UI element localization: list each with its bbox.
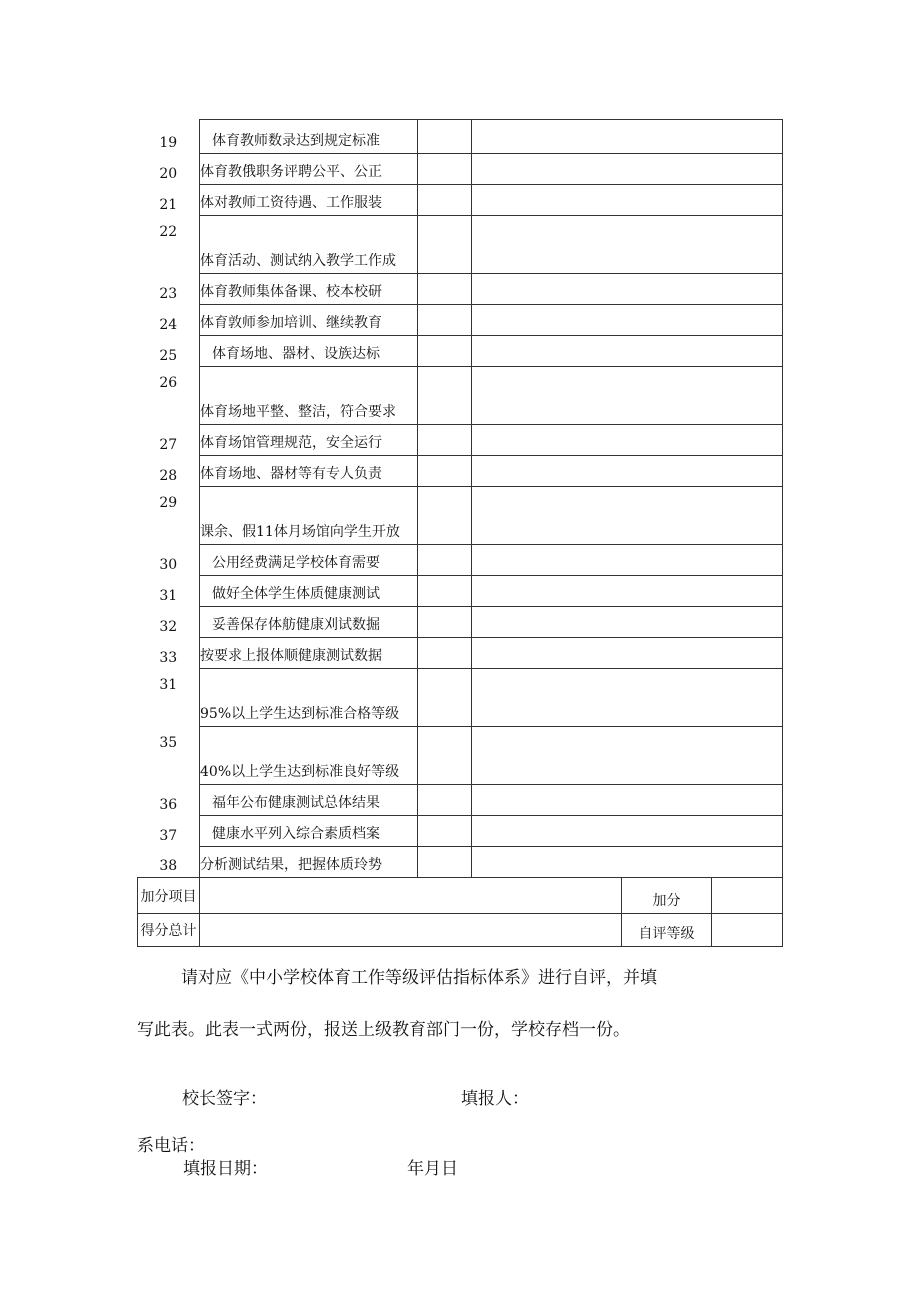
table-row xyxy=(138,638,783,669)
evidence-cell[interactable] xyxy=(472,367,783,425)
score-cell[interactable] xyxy=(418,305,472,336)
item-number: 24 xyxy=(138,305,200,336)
item-number: 37 xyxy=(138,816,200,847)
item-description: 体育场地、器材、设族达标 xyxy=(200,336,418,367)
evidence-cell[interactable] xyxy=(472,576,783,607)
self-grade-cell[interactable] xyxy=(712,914,783,947)
bonus-row xyxy=(138,878,783,914)
item-description: 体对教师工资待遇、工作服装 xyxy=(200,185,418,216)
score-cell[interactable] xyxy=(418,669,472,727)
evidence-cell[interactable] xyxy=(472,425,783,456)
table-row xyxy=(138,154,783,185)
evidence-cell[interactable] xyxy=(472,545,783,576)
table-row xyxy=(138,785,783,816)
evidence-cell[interactable] xyxy=(472,785,783,816)
score-cell[interactable] xyxy=(418,576,472,607)
item-number: 25 xyxy=(138,336,200,367)
bonus-label: 加分项目 xyxy=(138,878,200,914)
table-row xyxy=(138,185,783,216)
instruction-line-2: 写此表。此表一式两份，报送上级教育部门一份，学校存档一份。 xyxy=(137,1020,630,1040)
item-number: 27 xyxy=(138,425,200,456)
item-number: 30 xyxy=(138,545,200,576)
item-number: 26 xyxy=(138,367,200,425)
evidence-cell[interactable] xyxy=(472,154,783,185)
table-row xyxy=(138,120,783,154)
item-number: 38 xyxy=(138,847,200,878)
score-cell[interactable] xyxy=(418,216,472,274)
score-cell[interactable] xyxy=(418,487,472,545)
principal-signature-label: 校长签字： xyxy=(182,1089,267,1109)
table-row xyxy=(138,847,783,878)
evidence-cell[interactable] xyxy=(472,669,783,727)
table-row xyxy=(138,456,783,487)
item-number: 32 xyxy=(138,607,200,638)
item-description: 体育场地、器材等有专人负责 xyxy=(200,456,418,487)
score-cell[interactable] xyxy=(418,816,472,847)
filler-label: 填报人： xyxy=(461,1089,529,1109)
table-row xyxy=(138,607,783,638)
item-number: 33 xyxy=(138,638,200,669)
item-description: 课余、假11体月场馆向学生开放 xyxy=(200,487,418,545)
score-cell[interactable] xyxy=(418,607,472,638)
item-description: 体育教师集体备课、校本校研 xyxy=(200,274,418,305)
table-row xyxy=(138,336,783,367)
score-cell[interactable] xyxy=(418,274,472,305)
score-cell[interactable] xyxy=(418,336,472,367)
table-row xyxy=(138,669,783,727)
score-cell[interactable] xyxy=(418,545,472,576)
fill-date-format: 年月日 xyxy=(407,1159,458,1179)
item-description: 按要求上报体顺健康测试数据 xyxy=(200,638,418,669)
total-label: 得分总计 xyxy=(138,914,200,947)
table-row xyxy=(138,425,783,456)
bonus-score-label: 加分 xyxy=(622,878,712,914)
instruction-line-1: 请对应《中小学校体育工作等级评估指标体系》进行自评，并填 xyxy=(181,968,657,988)
evidence-cell[interactable] xyxy=(472,847,783,878)
evidence-cell[interactable] xyxy=(472,336,783,367)
item-description: 体育场地平整、整洁，符合要求 xyxy=(200,367,418,425)
item-description: 体育场馆管理规范，安全运行 xyxy=(200,425,418,456)
item-description: 公用经费满足学校体育需要 xyxy=(200,545,418,576)
item-number: 20 xyxy=(138,154,200,185)
evidence-cell[interactable] xyxy=(472,120,783,154)
table-row xyxy=(138,545,783,576)
table-row xyxy=(138,816,783,847)
fill-date-label: 填报日期： xyxy=(183,1159,268,1179)
evidence-cell[interactable] xyxy=(472,216,783,274)
item-number: 22 xyxy=(138,216,200,274)
evidence-cell[interactable] xyxy=(472,456,783,487)
item-number: 35 xyxy=(138,727,200,785)
item-description: 体育敦师参加培训、继续教育 xyxy=(200,305,418,336)
item-number: 29 xyxy=(138,487,200,545)
score-cell[interactable] xyxy=(418,638,472,669)
score-cell[interactable] xyxy=(418,847,472,878)
evidence-cell[interactable] xyxy=(472,638,783,669)
evidence-cell[interactable] xyxy=(472,487,783,545)
table-row xyxy=(138,305,783,336)
evidence-cell[interactable] xyxy=(472,185,783,216)
item-description: 健康水平列入综合素质档案 xyxy=(200,816,418,847)
item-number: 31 xyxy=(138,576,200,607)
table-row xyxy=(138,274,783,305)
evidence-cell[interactable] xyxy=(472,305,783,336)
score-cell[interactable] xyxy=(418,185,472,216)
score-cell[interactable] xyxy=(418,120,472,154)
item-description: 体育活动、测试纳入教学工作成 xyxy=(200,216,418,274)
item-number: 31 xyxy=(138,669,200,727)
score-cell[interactable] xyxy=(418,456,472,487)
score-cell[interactable] xyxy=(418,727,472,785)
evaluation-table xyxy=(137,119,783,947)
bonus-score-cell[interactable] xyxy=(712,878,783,914)
item-description: 做好全体学生体质健康测试 xyxy=(200,576,418,607)
bonus-input-cell[interactable] xyxy=(200,878,622,914)
item-description: 妥善保存体舫健康刈试数掘 xyxy=(200,607,418,638)
evidence-cell[interactable] xyxy=(472,607,783,638)
item-description: 分析测试结果，把握体质玲势 xyxy=(200,847,418,878)
score-cell[interactable] xyxy=(418,425,472,456)
table-row xyxy=(138,576,783,607)
score-cell[interactable] xyxy=(418,154,472,185)
item-description: 40%以上学生达到标准良好等级 xyxy=(200,727,418,785)
item-description: 体育教俄职务评聘公平、公正 xyxy=(200,154,418,185)
item-description: 福年公布健康测试总体结果 xyxy=(200,785,418,816)
item-number: 28 xyxy=(138,456,200,487)
total-row xyxy=(138,914,783,947)
total-input-cell[interactable] xyxy=(200,914,622,947)
evidence-cell[interactable] xyxy=(472,816,783,847)
contact-phone-label: 系电话： xyxy=(137,1136,205,1156)
item-description: 体育教师数录达到规定标准 xyxy=(200,120,418,154)
evidence-cell[interactable] xyxy=(472,274,783,305)
table-row xyxy=(138,487,783,545)
evidence-cell[interactable] xyxy=(472,727,783,785)
item-number: 19 xyxy=(138,120,200,154)
score-cell[interactable] xyxy=(418,367,472,425)
self-grade-label: 自评等级 xyxy=(622,914,712,947)
table-row xyxy=(138,727,783,785)
item-number: 21 xyxy=(138,185,200,216)
table-row xyxy=(138,367,783,425)
score-cell[interactable] xyxy=(418,785,472,816)
item-number: 36 xyxy=(138,785,200,816)
table-row xyxy=(138,216,783,274)
item-description: 95%以上学生达到标准合格等级 xyxy=(200,669,418,727)
item-number: 23 xyxy=(138,274,200,305)
